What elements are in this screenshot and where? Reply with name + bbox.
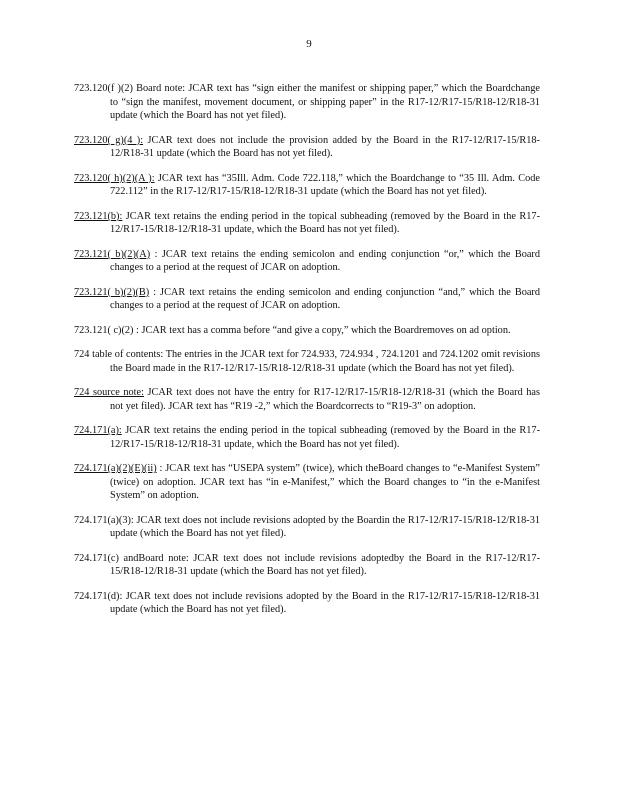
entry-text: JCAR text retains the ending period in the topical subheading (removed by the Board in the R17-12/R17-15/R18-12/R18-31 update, which the Board has not yet filed). bbox=[110, 210, 540, 236]
list-item bbox=[74, 514, 540, 541]
entry-text: : JCAR text retains the ending semicolon and ending conjunction “and,” which the Board changes to a period at the request of JCAR on adoption. bbox=[110, 286, 540, 312]
entry-text: JCAR text has “35Ill. Adm. Code 722.118,” which the Boardchange to “35 Ill. Adm. Code 722.112” in the R17-12/R17-15/R18-12/R18-31 update (which the Board has not yet filed). bbox=[110, 172, 540, 198]
section-reference: 723.120( h)(2)(A ): bbox=[74, 172, 155, 184]
section-reference: 723.120(f )(2) bbox=[74, 83, 133, 95]
list-item bbox=[74, 134, 540, 161]
list-item bbox=[74, 82, 540, 123]
entry-text: JCAR text does not include revisions adopted by the Board in the R17-12/R17-15/R18-12/R18-31 update (which the Board has not yet filed). bbox=[110, 590, 540, 616]
entry-text: JCAR text does not include revisions adopted by the Boardin the R17-12/R17-15/R18-12/R18-31 update (which the Board has not yet filed). bbox=[110, 514, 540, 540]
section-reference: 724 table of contents: bbox=[74, 349, 164, 361]
section-reference: 724.171(a)(3): bbox=[74, 514, 134, 526]
list-item bbox=[74, 462, 540, 503]
list-item bbox=[74, 424, 540, 451]
list-item bbox=[74, 286, 540, 313]
list-item bbox=[74, 324, 540, 338]
entry-text: : JCAR text has “USEPA system” (twice), which theBoard changes to “e-Manifest System” (twice) on adoption. JCAR text has “in e-Manifest,” which the Board changes to “in the e-Manifest System” on adoption. bbox=[110, 463, 540, 502]
entry-text: JCAR text does not have the entry for R17-12/R17-15/R18-12/R18-31 (which the Board has not yet filed). JCAR text has “R19 -2,” which the Boardcorrects to “R19-3” on adoption. bbox=[110, 387, 540, 412]
entries-list bbox=[74, 72, 540, 628]
section-reference: 723.121( b)(2)(B) bbox=[74, 286, 150, 298]
section-reference: 723.121( c)(2) bbox=[74, 324, 134, 336]
section-reference: 724.171(c) bbox=[74, 552, 119, 564]
entry-text: : JCAR text has a comma before “and give a copy,” which the Boardremoves on ad option. bbox=[133, 324, 511, 336]
section-reference: 724.171(a): bbox=[74, 425, 122, 437]
list-item bbox=[74, 590, 540, 617]
section-reference: 724.171(d): bbox=[74, 590, 123, 602]
list-item bbox=[74, 386, 540, 413]
list-item bbox=[74, 210, 540, 237]
page-number: 9 bbox=[306, 38, 312, 50]
entry-text: JCAR text does not include the provision added by the Board in the R17-12/R17-15/R18-12/R18-31 update (which the Board has not yet filed). bbox=[110, 134, 540, 160]
entry-text: The entries in the JCAR text for 724.933, 724.934 , 724.1201 and 724.1202 omit revisions the Board made in the R17-12/R17-15/R18-12/R18-31 update (which the Board has not yet filed). bbox=[110, 349, 540, 374]
entry-text: : JCAR text retains the ending semicolon and ending conjunction “or,” which the Board changes to a period at the request of JCAR on adoption. bbox=[110, 248, 540, 274]
entry-text: andBoard note: JCAR text does not include revisions adoptedby the Board in the R17-12/R17-15/R18-12/R18-31 update (which the Board has not yet filed). bbox=[110, 552, 540, 578]
list-item bbox=[74, 348, 540, 375]
section-reference: 724 source note: bbox=[74, 387, 144, 399]
section-reference: 723.121( b)(2)(A) bbox=[74, 248, 151, 260]
section-reference: 724.171(a)(2)(E)(ii) bbox=[74, 463, 157, 475]
entry-text: Board note: JCAR text has “sign either the manifest or shipping paper,” which the Boardchange to “sign the manifest, movement document, or shipping paper” in the R17-12/R17-15/R18-12/R18-31 update (which the Board has not yet filed). bbox=[110, 83, 540, 122]
section-reference: 723.121(b): bbox=[74, 210, 123, 222]
list-item bbox=[74, 172, 540, 199]
entry-text: JCAR text retains the ending period in the topical subheading (removed by the Board in the R17-12/R17-15/R18-12/R18-31 update, which the Board has not yet filed). bbox=[110, 425, 540, 450]
list-item bbox=[74, 552, 540, 579]
list-item bbox=[74, 248, 540, 275]
section-reference: 723.120( g)(4 ): bbox=[74, 134, 144, 146]
